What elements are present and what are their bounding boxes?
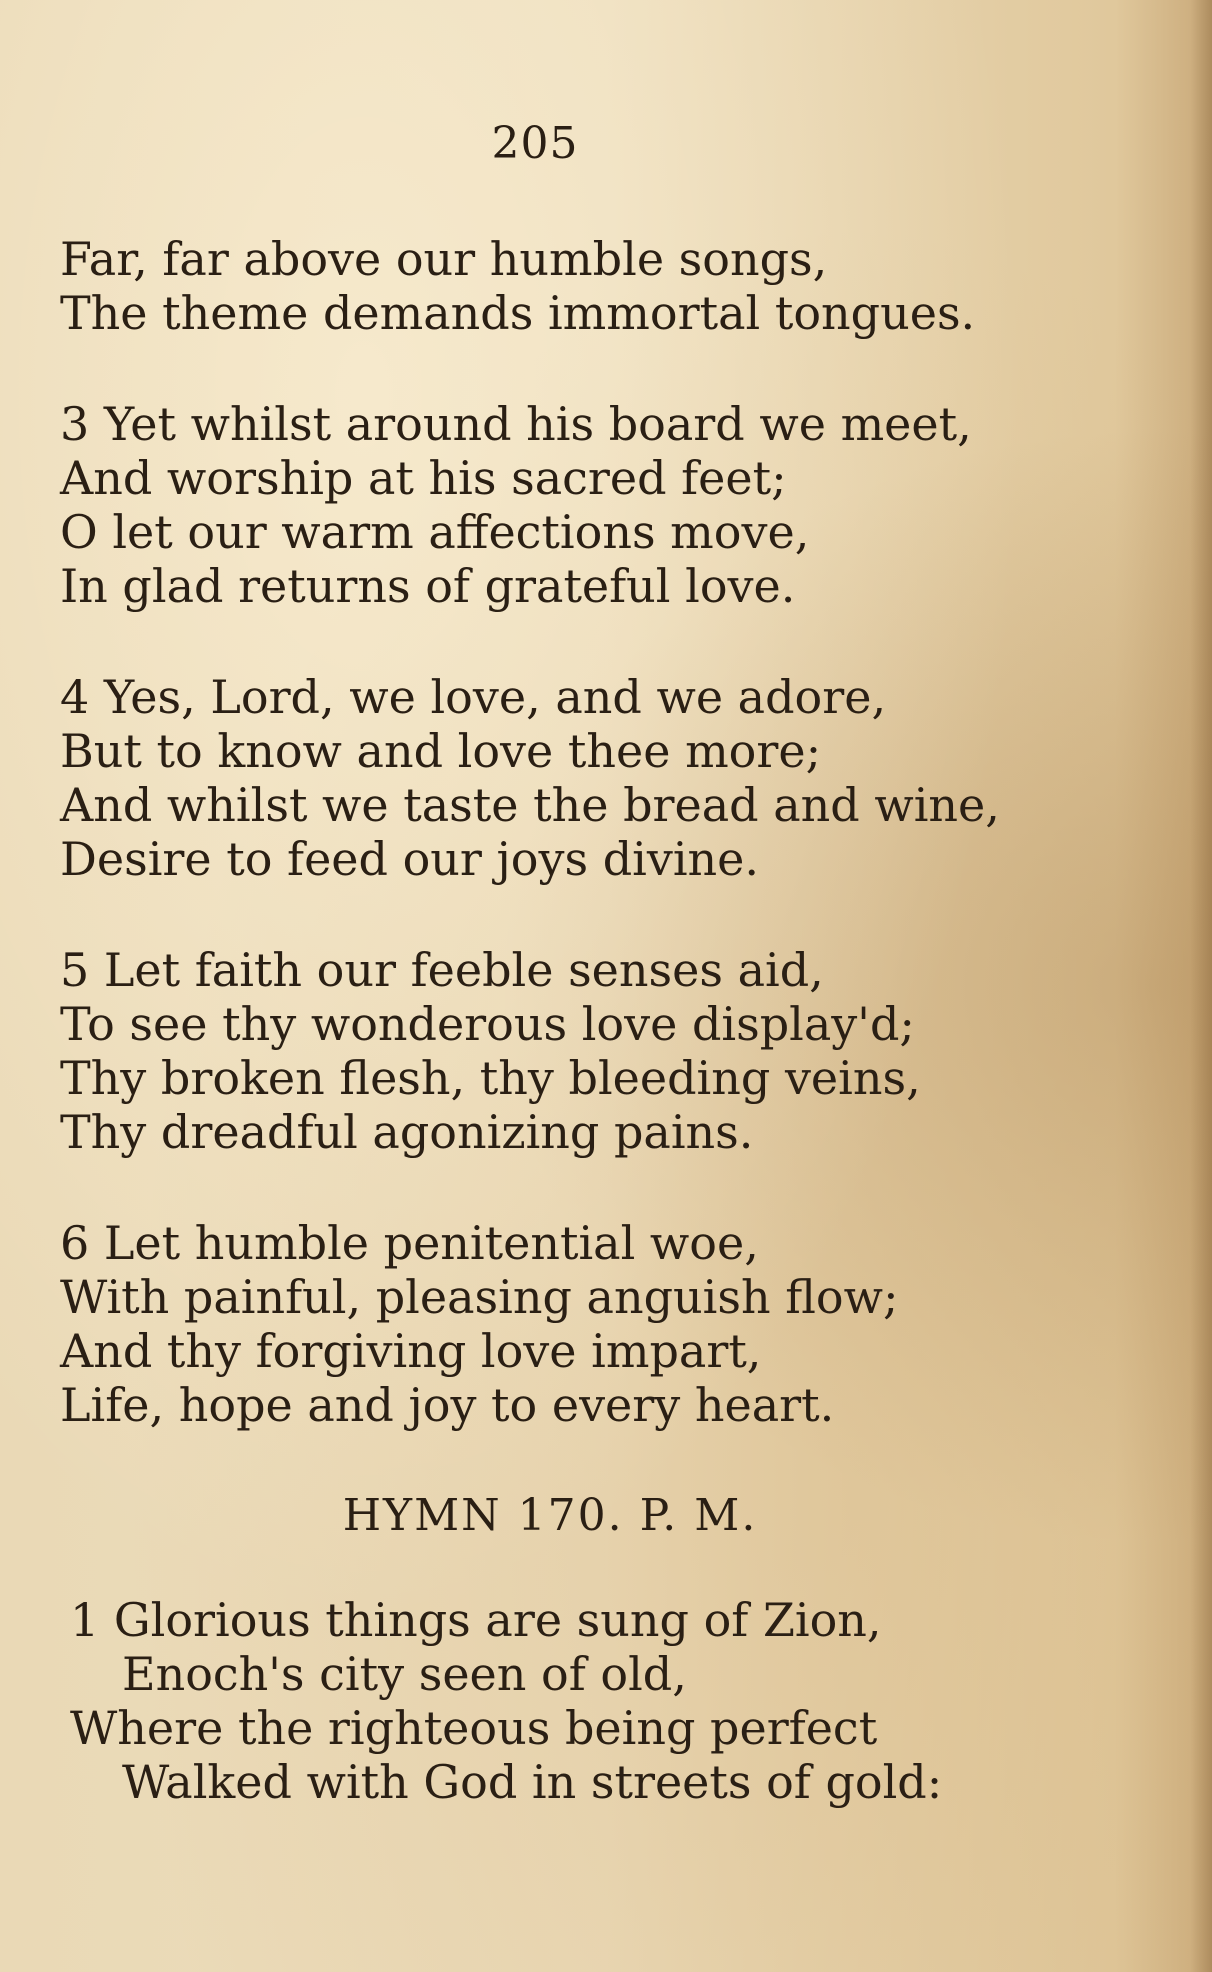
stanza-4 — [60, 670, 1060, 886]
page-number: 205 — [491, 118, 579, 169]
verse-line: With painful, pleasing anguish flow; — [60, 1270, 899, 1324]
verse-line: Where the righteous being perfect — [70, 1701, 878, 1755]
verse-line: 5 Let faith our feeble senses aid, — [60, 943, 824, 997]
page-edge-shadow — [1190, 0, 1212, 1972]
verse-line: Thy broken flesh, thy bleeding veins, — [60, 1051, 921, 1105]
verse-line: O let our warm affections move, — [60, 505, 810, 559]
verse-line: In glad returns of grateful love. — [60, 559, 796, 613]
verse-line: Life, hope and joy to every heart. — [60, 1378, 835, 1432]
verse-line: And thy forgiving love impart, — [60, 1324, 762, 1378]
stanza-5 — [60, 943, 1060, 1159]
verse-line: Thy dreadful agonizing pains. — [60, 1105, 754, 1159]
hymn-heading: HYMN 170. P. M. — [342, 1490, 758, 1541]
verse-line: Far, far above our humble songs, — [60, 232, 828, 286]
stanza-6 — [60, 1216, 1060, 1432]
verse-line: But to know and love thee more; — [60, 724, 822, 778]
verse-line: 1 Glorious things are sung of Zion, — [70, 1593, 882, 1647]
verse-line: 6 Let humble penitential woe, — [60, 1216, 759, 1270]
verse-line: And worship at his sacred feet; — [60, 451, 787, 505]
verse-line: Walked with God in streets of gold: — [122, 1755, 943, 1809]
verse-line: Enoch's city seen of old, — [122, 1647, 687, 1701]
stanza-3 — [60, 397, 1060, 613]
verse-line: Desire to feed our joys divine. — [60, 832, 760, 886]
verse-line: 4 Yes, Lord, we love, and we adore, — [60, 670, 887, 724]
verse-line: And whilst we taste the bread and wine, — [60, 778, 1000, 832]
verse-line: The theme demands immortal tongues. — [60, 286, 976, 340]
verse-line: To see thy wonderous love display'd; — [60, 997, 915, 1051]
hymn-170-stanza-1 — [60, 1593, 1060, 1809]
stanza-continued — [60, 232, 1060, 340]
verse-line: 3 Yet whilst around his board we meet, — [60, 397, 972, 451]
hymn-text — [60, 232, 1060, 1866]
